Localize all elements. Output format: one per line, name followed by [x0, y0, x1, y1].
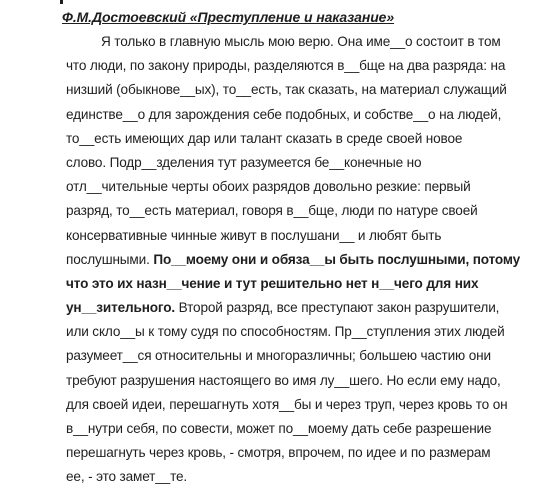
text-segment: низший (обыкнове__ых), то__есть, так сказать, на материал служащий	[66, 82, 507, 98]
text-segment: послушными.	[66, 251, 154, 267]
text-segment: то__есть имеющих дар или талант сказать в среде своей новое	[66, 130, 463, 146]
text-line	[66, 272, 536, 296]
bold-text-segment: По__моему они и обяза__ы быть послушными, потому	[153, 251, 521, 267]
cropped-text-fragment	[60, 0, 63, 4]
text-segment: ее, - это замет__те.	[66, 469, 188, 485]
text-line	[66, 344, 536, 368]
text-segment: консервативные чинные живут в послушани__ и любят быть	[66, 227, 442, 243]
document-body	[66, 30, 536, 490]
text-line	[66, 369, 536, 393]
text-segment: Я только в главную мысль мою верю. Она име__о состоит в том	[101, 34, 501, 49]
text-line	[66, 248, 536, 272]
text-line	[66, 30, 536, 54]
text-line	[66, 199, 536, 223]
text-segment: перешагнуть через кровь, - смотря, впрочем, по идее и по размерам	[66, 445, 491, 461]
text-line	[66, 465, 536, 489]
text-segment: отл__чительные черты обоих разрядов довольно резкие: первый	[66, 179, 471, 195]
text-segment: для своей идеи, перешагнуть хотя__бы и через труп, через кровь то он	[66, 396, 508, 412]
text-line	[66, 393, 536, 417]
text-segment: или скло__ы к тому судя по способностям. Пр__ступления этих людей	[66, 324, 505, 340]
text-segment: слово. Подр__зделения тут разумеется бе__конечные но	[66, 154, 422, 170]
bold-text-segment: что это их назн__чение и тут решительно нет н__чего для них	[66, 275, 479, 291]
text-segment: разряд, то__есть материал, говоря в__бще, люди по натуре своей	[66, 203, 478, 219]
text-line	[66, 78, 536, 102]
text-line	[66, 296, 536, 320]
text-segment: требуют разрушения настоящего во имя лу__шего. Но если ему надо,	[66, 372, 501, 388]
document-heading: Ф.М.Достоевский «Преступление и наказание»	[62, 9, 395, 25]
text-line	[66, 441, 536, 465]
text-segment: что люди, по закону природы, разделяются в__бще на два разряда: на	[66, 58, 506, 74]
text-line	[66, 175, 536, 199]
text-segment: в__нутри себя, по совести, может по__моему дать себе разрешение	[66, 421, 492, 436]
text-line	[66, 127, 536, 151]
text-line	[66, 54, 536, 78]
text-line	[66, 224, 536, 248]
text-line	[66, 103, 536, 127]
bold-text-segment: ун__зительного.	[66, 300, 176, 316]
text-line	[66, 417, 536, 441]
text-segment: единстве__о для зарождения себе подобных, и собстве__о на людей,	[66, 106, 502, 122]
text-segment: Второй разряд, все преступают закон разрушители,	[175, 300, 500, 316]
text-segment: разумеет__ся относительны и многоразличны; большею частию они	[66, 348, 491, 364]
text-line	[66, 320, 536, 344]
text-line	[66, 151, 536, 175]
